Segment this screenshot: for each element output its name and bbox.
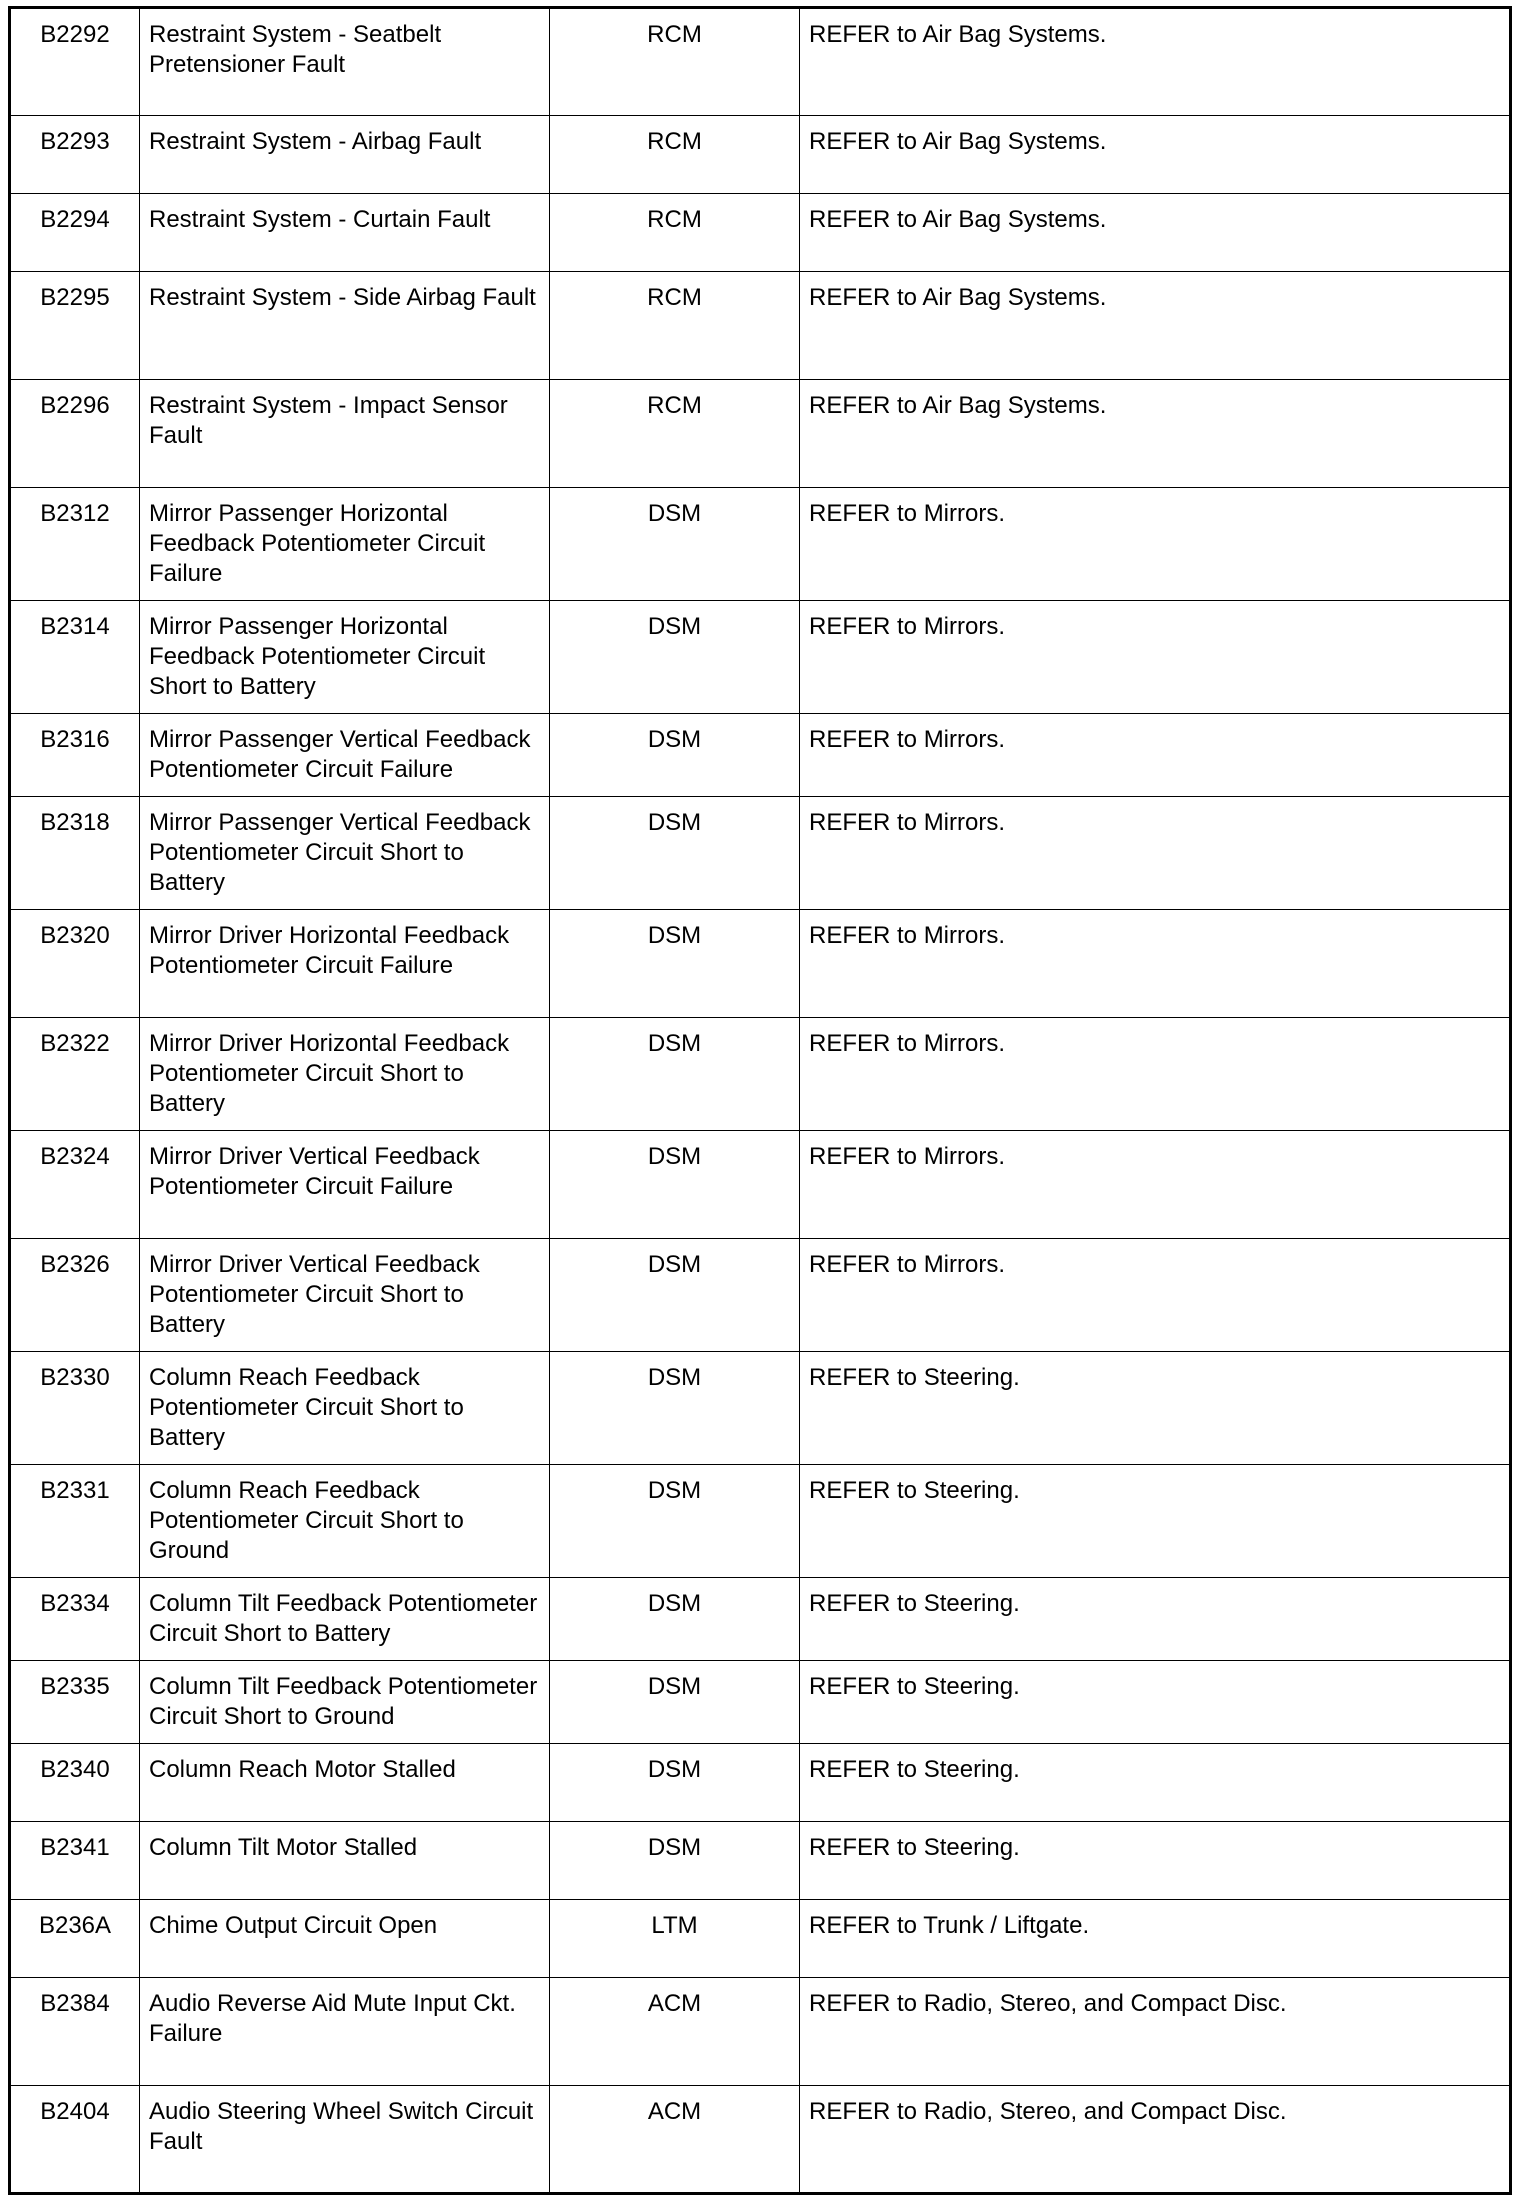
dtc-code: B2293	[10, 116, 140, 194]
dtc-code: B2324	[10, 1131, 140, 1239]
dtc-code: B2316	[10, 714, 140, 797]
dtc-module: RCM	[550, 194, 800, 272]
dtc-action: REFER to Mirrors.	[800, 601, 1511, 714]
table-row	[10, 1131, 1511, 1239]
table-row	[10, 601, 1511, 714]
dtc-action: REFER to Mirrors.	[800, 797, 1511, 910]
table-row	[10, 1822, 1511, 1900]
table-row	[10, 797, 1511, 910]
dtc-description: Column Tilt Feedback Potentiometer Circuit Short to Ground	[140, 1661, 550, 1744]
dtc-description: Restraint System - Seatbelt Pretensioner Fault	[140, 8, 550, 116]
dtc-module: DSM	[550, 910, 800, 1018]
dtc-description: Mirror Passenger Horizontal Feedback Potentiometer Circuit Short to Battery	[140, 601, 550, 714]
dtc-description: Mirror Driver Horizontal Feedback Potentiometer Circuit Short to Battery	[140, 1018, 550, 1131]
table-row	[10, 910, 1511, 1018]
dtc-action: REFER to Radio, Stereo, and Compact Disc.	[800, 1978, 1511, 2086]
table-row	[10, 116, 1511, 194]
dtc-module: ACM	[550, 1978, 800, 2086]
dtc-code: B2314	[10, 601, 140, 714]
table-row	[10, 1661, 1511, 1744]
dtc-code: B2404	[10, 2086, 140, 2194]
dtc-description: Column Reach Feedback Potentiometer Circuit Short to Ground	[140, 1465, 550, 1578]
dtc-module: ACM	[550, 2086, 800, 2194]
table-row	[10, 2086, 1511, 2194]
table-row	[10, 380, 1511, 488]
table-row	[10, 1744, 1511, 1822]
table-row	[10, 1978, 1511, 2086]
dtc-module: DSM	[550, 1018, 800, 1131]
dtc-action: REFER to Mirrors.	[800, 488, 1511, 601]
dtc-code: B2335	[10, 1661, 140, 1744]
dtc-description: Mirror Driver Vertical Feedback Potentiometer Circuit Short to Battery	[140, 1239, 550, 1352]
dtc-code: B2334	[10, 1578, 140, 1661]
dtc-description: Audio Steering Wheel Switch Circuit Fault	[140, 2086, 550, 2194]
dtc-description: Mirror Passenger Horizontal Feedback Potentiometer Circuit Failure	[140, 488, 550, 601]
dtc-code: B2340	[10, 1744, 140, 1822]
dtc-action: REFER to Steering.	[800, 1352, 1511, 1465]
table-row	[10, 1239, 1511, 1352]
dtc-description: Mirror Passenger Vertical Feedback Potentiometer Circuit Failure	[140, 714, 550, 797]
dtc-action: REFER to Air Bag Systems.	[800, 8, 1511, 116]
dtc-description: Column Tilt Feedback Potentiometer Circuit Short to Battery	[140, 1578, 550, 1661]
table-row	[10, 8, 1511, 116]
dtc-action: REFER to Air Bag Systems.	[800, 194, 1511, 272]
dtc-description: Column Reach Motor Stalled	[140, 1744, 550, 1822]
dtc-code: B2341	[10, 1822, 140, 1900]
dtc-code: B2318	[10, 797, 140, 910]
table-row	[10, 194, 1511, 272]
dtc-action: REFER to Radio, Stereo, and Compact Disc.	[800, 2086, 1511, 2194]
dtc-module: DSM	[550, 1131, 800, 1239]
dtc-action: REFER to Air Bag Systems.	[800, 116, 1511, 194]
dtc-module: LTM	[550, 1900, 800, 1978]
dtc-action: REFER to Mirrors.	[800, 1131, 1511, 1239]
dtc-module: DSM	[550, 1578, 800, 1661]
dtc-module: DSM	[550, 488, 800, 601]
dtc-action: REFER to Mirrors.	[800, 910, 1511, 1018]
dtc-table	[8, 6, 1512, 2195]
dtc-code: B2292	[10, 8, 140, 116]
dtc-action: REFER to Mirrors.	[800, 1239, 1511, 1352]
dtc-code: B2294	[10, 194, 140, 272]
dtc-code: B2295	[10, 272, 140, 380]
dtc-description: Restraint System - Airbag Fault	[140, 116, 550, 194]
dtc-code: B2322	[10, 1018, 140, 1131]
table-row	[10, 1578, 1511, 1661]
dtc-module: RCM	[550, 380, 800, 488]
dtc-description: Mirror Driver Vertical Feedback Potentiometer Circuit Failure	[140, 1131, 550, 1239]
table-row	[10, 1352, 1511, 1465]
dtc-action: REFER to Steering.	[800, 1661, 1511, 1744]
dtc-description: Mirror Driver Horizontal Feedback Potentiometer Circuit Failure	[140, 910, 550, 1018]
dtc-description: Column Reach Feedback Potentiometer Circuit Short to Battery	[140, 1352, 550, 1465]
dtc-description: Chime Output Circuit Open	[140, 1900, 550, 1978]
dtc-action: REFER to Mirrors.	[800, 1018, 1511, 1131]
table-row	[10, 488, 1511, 601]
dtc-action: REFER to Air Bag Systems.	[800, 380, 1511, 488]
dtc-module: DSM	[550, 1661, 800, 1744]
dtc-action: REFER to Air Bag Systems.	[800, 272, 1511, 380]
dtc-code: B2296	[10, 380, 140, 488]
dtc-module: RCM	[550, 272, 800, 380]
dtc-module: DSM	[550, 797, 800, 910]
dtc-code: B2330	[10, 1352, 140, 1465]
dtc-action: REFER to Steering.	[800, 1578, 1511, 1661]
dtc-description: Column Tilt Motor Stalled	[140, 1822, 550, 1900]
dtc-code: B2312	[10, 488, 140, 601]
table-row	[10, 714, 1511, 797]
dtc-module: DSM	[550, 1352, 800, 1465]
dtc-module: RCM	[550, 116, 800, 194]
dtc-module: DSM	[550, 1822, 800, 1900]
dtc-code: B236A	[10, 1900, 140, 1978]
table-row	[10, 272, 1511, 380]
dtc-module: RCM	[550, 8, 800, 116]
dtc-code: B2331	[10, 1465, 140, 1578]
dtc-module: DSM	[550, 601, 800, 714]
dtc-action: REFER to Trunk / Liftgate.	[800, 1900, 1511, 1978]
dtc-action: REFER to Steering.	[800, 1744, 1511, 1822]
dtc-action: REFER to Mirrors.	[800, 714, 1511, 797]
table-row	[10, 1465, 1511, 1578]
dtc-module: DSM	[550, 1239, 800, 1352]
dtc-module: DSM	[550, 1744, 800, 1822]
dtc-module: DSM	[550, 714, 800, 797]
dtc-action: REFER to Steering.	[800, 1822, 1511, 1900]
dtc-description: Restraint System - Curtain Fault	[140, 194, 550, 272]
dtc-module: DSM	[550, 1465, 800, 1578]
table-row	[10, 1018, 1511, 1131]
dtc-code: B2326	[10, 1239, 140, 1352]
table-row	[10, 1900, 1511, 1978]
dtc-code: B2384	[10, 1978, 140, 2086]
dtc-description: Audio Reverse Aid Mute Input Ckt. Failure	[140, 1978, 550, 2086]
dtc-code: B2320	[10, 910, 140, 1018]
dtc-description: Mirror Passenger Vertical Feedback Potentiometer Circuit Short to Battery	[140, 797, 550, 910]
dtc-description: Restraint System - Impact Sensor Fault	[140, 380, 550, 488]
dtc-action: REFER to Steering.	[800, 1465, 1511, 1578]
dtc-description: Restraint System - Side Airbag Fault	[140, 272, 550, 380]
